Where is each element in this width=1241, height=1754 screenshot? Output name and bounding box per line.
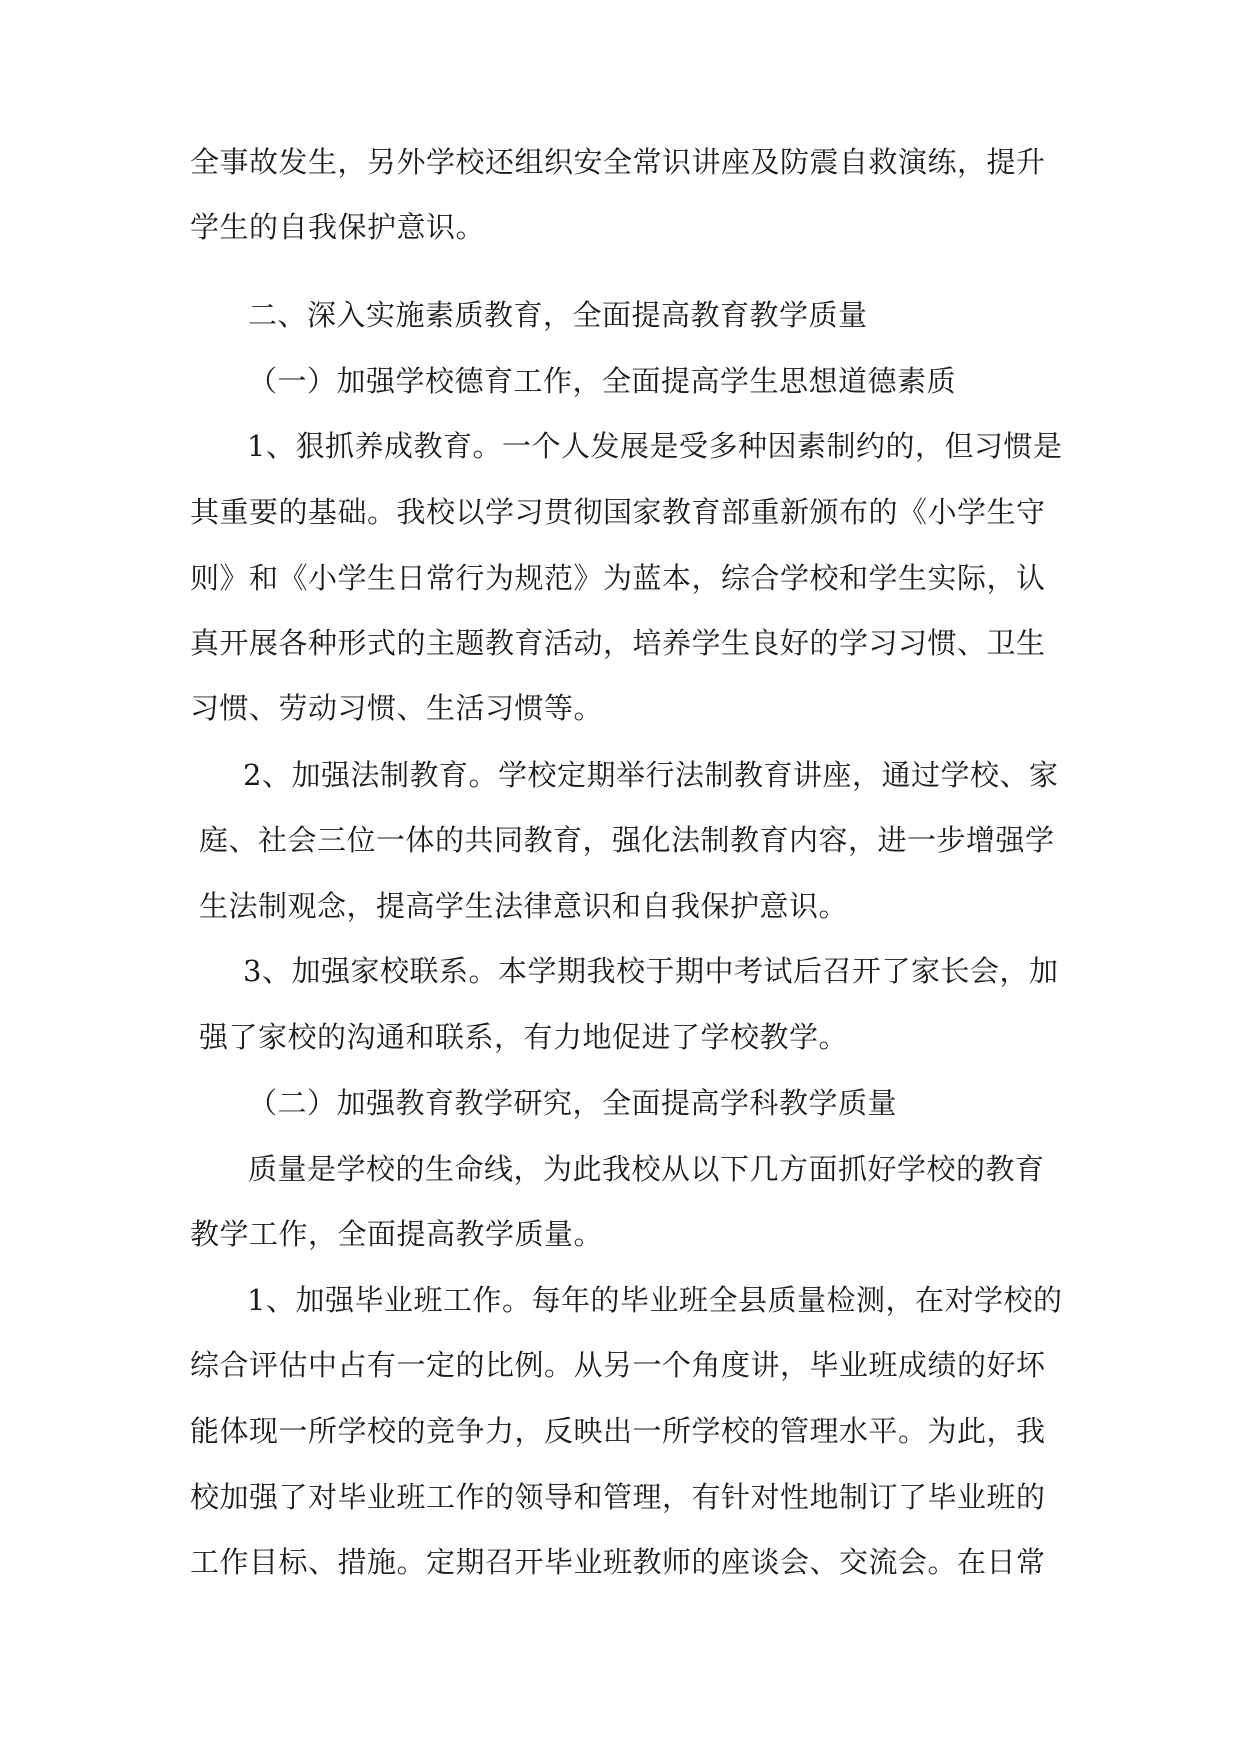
text-line: 教学工作，全面提高教学质量。 [190, 1217, 604, 1251]
text-line: 则》和《小学生日常行为规范》为蓝本，综合学校和学生实际，认 [190, 561, 1046, 595]
section-heading: 二、深入实施素质教育，全面提高教育教学质量 [248, 298, 868, 332]
text-line: 真开展各种形式的主题教育活动，培养学生良好的学习习惯、卫生 [190, 626, 1046, 660]
text-line: 学生的自我保护意识。 [190, 210, 486, 244]
subsection-heading: （一）加强学校德育工作，全面提高学生思想道德素质 [248, 364, 957, 398]
text-line: 2、加强法制教育。学校定期举行法制教育讲座，通过学校、家 [243, 758, 1059, 792]
text-line: 习惯、劳动习惯、生活习惯等。 [190, 691, 604, 725]
text-line: 综合评估中占有一定的比例。从另一个角度讲，毕业班成绩的好坏 [190, 1348, 1046, 1382]
text-line: 1、加强毕业班工作。每年的毕业班全县质量检测，在对学校的 [247, 1283, 1063, 1317]
text-line: 工作目标、措施。定期召开毕业班教师的座谈会、交流会。在日常 [190, 1545, 1046, 1579]
text-line: 全事故发生，另外学校还组织安全常识讲座及防震自救演练，提升 [190, 145, 1046, 179]
text-line: 质量是学校的生命线，为此我校从以下几方面抓好学校的教育 [248, 1152, 1045, 1186]
text-line: 生法制观念，提高学生法律意识和自我保护意识。 [199, 889, 849, 923]
subsection-heading: （二）加强教育教学研究，全面提高学科教学质量 [248, 1086, 898, 1120]
text-line: 校加强了对毕业班工作的领导和管理，有针对性地制订了毕业班的 [190, 1480, 1046, 1514]
text-line: 强了家校的沟通和联系，有力地促进了学校教学。 [199, 1020, 849, 1054]
text-line: 其重要的基础。我校以学习贯彻国家教育部重新颁布的《小学生守 [190, 495, 1046, 529]
text-line: 庭、社会三位一体的共同教育，强化法制教育内容，进一步增强学 [199, 823, 1055, 857]
text-line: 1、狠抓养成教育。一个人发展是受多种因素制约的，但习惯是 [247, 429, 1063, 463]
text-line: 能体现一所学校的竞争力，反映出一所学校的管理水平。为此，我 [190, 1414, 1046, 1448]
text-line: 3、加强家校联系。本学期我校于期中考试后召开了家长会，加 [243, 954, 1059, 988]
